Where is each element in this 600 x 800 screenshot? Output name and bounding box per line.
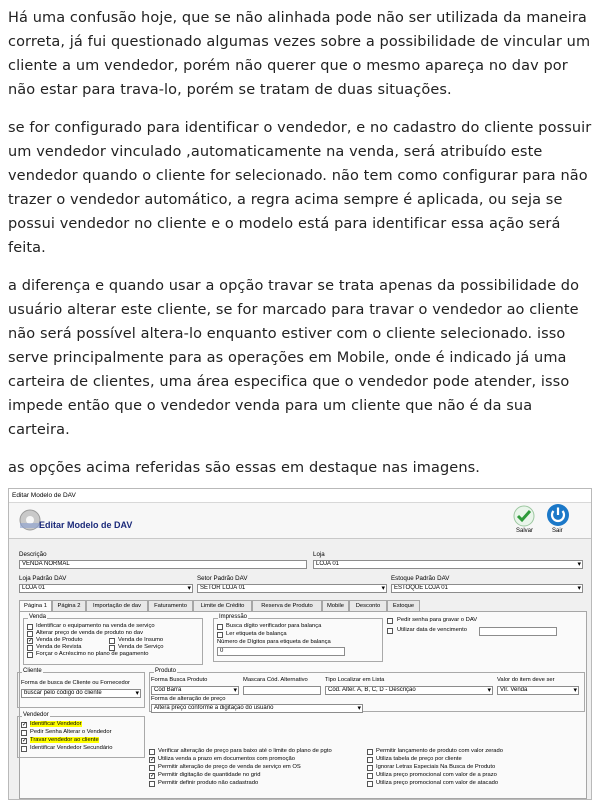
forma-busca-produto-label: Forma Busca Produto bbox=[151, 677, 208, 683]
setor-label: Setor Padrão DAV bbox=[197, 575, 248, 582]
checkbox-bottom-right[interactable] bbox=[367, 773, 373, 779]
checkbox-label: Pedir senha para gravar o DAV bbox=[397, 617, 478, 623]
checkbox-label-highlighted: Travar vendedor ao cliente bbox=[30, 737, 99, 743]
loja-padrao-label: Loja Padrão DAV bbox=[19, 575, 67, 582]
vencimento-field[interactable] bbox=[479, 627, 557, 636]
checkbox-label: Venda de Insumo bbox=[118, 637, 164, 643]
checkbox-label: Permitir alteração de preço de venda de serviço em OS bbox=[158, 764, 301, 770]
checkbox-bottom-left[interactable] bbox=[149, 765, 155, 771]
tab-reserva-produto[interactable]: Reserva de Produto bbox=[252, 600, 322, 611]
checkbox-identificar-equipamento[interactable] bbox=[27, 624, 33, 630]
checkbox-label: Busca dígito verificador para balança bbox=[226, 623, 322, 629]
checkbox-label: Ler etiqueta de balança bbox=[226, 631, 287, 637]
cliente-group-title: Cliente bbox=[23, 668, 42, 674]
venda-group-title: Venda bbox=[29, 614, 47, 620]
forma-busca-cliente-label: Forma de busca de Cliente ou Fornecedor bbox=[21, 680, 130, 686]
estoque-select[interactable]: ESTOQUE LOJA 01 ▾ bbox=[391, 584, 583, 593]
checkbox-bottom-left[interactable] bbox=[149, 773, 155, 779]
tab-importacao[interactable]: Importação de dav bbox=[86, 600, 148, 611]
valor-item-label: Valor do item deve ser bbox=[497, 677, 555, 683]
checkbox-alterar-preco[interactable] bbox=[27, 631, 33, 637]
dav-model-screenshot bbox=[8, 488, 592, 800]
forma-busca-cliente-select[interactable]: buscar pelo código do cliente ▾ bbox=[21, 689, 141, 698]
tipo-localizar-label: Tipo Localizar em Lista bbox=[325, 677, 385, 683]
checkbox-label: Utiliza preço promocional com valor de atacado bbox=[376, 780, 499, 786]
article-paragraph: Há uma confusão hoje, que se não alinhada pode não ser utilizada da maneira correta, já fui questionado algumas vezes sobre a possibilidade de vincular um cliente a um vendedor, porém não querer que o mesmo apareça no dav por não estar para trava-lo, porém se tratam de duas situações. bbox=[8, 10, 591, 98]
checkbox-identificar-vendedor[interactable] bbox=[21, 722, 27, 728]
tab-estoque[interactable]: Estoque bbox=[387, 600, 420, 611]
forma-busca-produto-select[interactable]: Cod Barra ▾ bbox=[151, 686, 239, 695]
checkbox-bottom-left[interactable] bbox=[149, 757, 155, 763]
checkbox-bottom-left[interactable] bbox=[149, 749, 155, 755]
checkbox-label: Venda de Produto bbox=[36, 637, 83, 643]
checkbox-travar-vendedor[interactable] bbox=[21, 738, 27, 744]
checkbox-bottom-left[interactable] bbox=[149, 781, 155, 787]
descricao-field[interactable]: VENDA NORMAL bbox=[19, 560, 307, 569]
tab-pagina-1[interactable]: Página 1 bbox=[19, 600, 52, 612]
checkbox-label: Permitir definir produto não cadastrado bbox=[158, 780, 259, 786]
checkbox-label: Utilizar data de vencimento bbox=[397, 627, 467, 633]
checkbox-label: Venda de Serviço bbox=[118, 644, 164, 650]
checkbox-label: Utiliza tabela de preço por cliente bbox=[376, 756, 462, 762]
exit-button[interactable]: Sair bbox=[552, 528, 563, 534]
tab-pagina-2[interactable]: Página 2 bbox=[52, 600, 86, 611]
produto-group-title: Produto bbox=[155, 668, 177, 674]
power-icon[interactable] bbox=[546, 503, 570, 527]
loja-select[interactable]: LOJA 01 ▾ bbox=[313, 560, 583, 569]
loja-label: Loja bbox=[313, 551, 325, 558]
checkbox-venda-revista[interactable] bbox=[27, 645, 33, 651]
checkbox-label: Ignorar Letras Especiais Na Busca de Produto bbox=[376, 764, 496, 770]
checkbox-label: Pedir Senha Alterar o Vendedor bbox=[30, 729, 112, 735]
window-titlebar bbox=[9, 489, 591, 503]
checkbox-busca-digito[interactable] bbox=[217, 624, 223, 630]
estoque-label: Estoque Padrão DAV bbox=[391, 575, 450, 582]
checkbox-label: Venda de Revista bbox=[36, 644, 82, 650]
tab-mobile[interactable]: Mobile bbox=[322, 600, 349, 611]
checkbox-forcar-acrescimo[interactable] bbox=[27, 652, 33, 658]
vendedor-group-title: Vendedor bbox=[23, 712, 49, 718]
checkbox-data-vencimento[interactable] bbox=[387, 628, 393, 634]
digitos-field[interactable]: 0 bbox=[217, 647, 345, 656]
header-title: Editar Modelo de DAV bbox=[39, 520, 133, 530]
valor-item-select[interactable]: Vlr. Venda ▾ bbox=[497, 686, 579, 695]
checkbox-label: Identificar Vendedor Secundário bbox=[30, 745, 113, 751]
tab-limite-credito[interactable]: Limite de Crédito bbox=[193, 600, 252, 611]
checkbox-label: Verificar alteração de preço para baixo até o limite do plano de pgto bbox=[158, 748, 332, 754]
checkbox-label: Permitir lançamento de produto com valor zerado bbox=[376, 748, 503, 754]
article-paragraph: as opções acima referidas são essas em destaque nas imagens. bbox=[8, 460, 480, 476]
header-band bbox=[9, 503, 591, 539]
save-button[interactable]: Salvar bbox=[516, 528, 534, 534]
checkbox-bottom-right[interactable] bbox=[367, 749, 373, 755]
setor-select[interactable]: SETOR LOJA 01 ▾ bbox=[197, 584, 387, 593]
checkbox-venda-produto[interactable] bbox=[27, 638, 33, 644]
checkbox-vendedor-secundario[interactable] bbox=[21, 746, 27, 752]
checkbox-pedir-senha-dav[interactable] bbox=[387, 618, 393, 624]
tab-desconto[interactable]: Desconto bbox=[349, 600, 387, 611]
checkbox-venda-insumo[interactable] bbox=[109, 638, 115, 644]
checkbox-bottom-right[interactable] bbox=[367, 765, 373, 771]
tipo-localizar-select[interactable]: Cód. Alter. A, B, C, D - Descrição ▾ bbox=[325, 686, 493, 695]
mascara-field[interactable] bbox=[243, 686, 321, 695]
loja-padrao-select[interactable]: LOJA 01 ▾ bbox=[19, 584, 193, 593]
checkbox-pedir-senha-vendedor[interactable] bbox=[21, 730, 27, 736]
checkbox-label: Forçar o Acréscimo no plano de pagamento bbox=[36, 651, 149, 657]
checkbox-bottom-right[interactable] bbox=[367, 781, 373, 787]
mascara-label: Mascara Cód. Alternativo bbox=[243, 677, 308, 683]
tab-faturamento[interactable]: Faturamento bbox=[148, 600, 193, 611]
forma-alteracao-label: Forma de alteração de preço bbox=[151, 696, 226, 702]
checkbox-label: Identificar o equipamento na venda de serviço bbox=[36, 623, 155, 629]
article-paragraph: a diferença e quando usar a opção travar se trata apenas da possibilidade do usuário alterar este cliente, se for marcado para travar o vendedor ao cliente não será possível altera-lo enquanto estiver com o cliente selecionado. isso serve principalmente para as operações em Mobile, onde é indicado já uma carteira de clientes, uma área especifica que o vendedor pode atender, isso impede então que o vendedor venda para um cliente que não é da sua carteira. bbox=[8, 278, 580, 438]
window-title: Editar Modelo de DAV bbox=[12, 492, 76, 499]
checkbox-label: Permitir digitação de quantidade no grid bbox=[158, 772, 261, 778]
checkbox-label: Utiliza preço promocional com valor de a prazo bbox=[376, 772, 497, 778]
checkbox-label-highlighted: Identificar Vendedor bbox=[30, 721, 82, 727]
impressao-group-title: Impressão bbox=[219, 614, 248, 620]
checkbox-label: Utiliza venda a prazo em documentos com promoção bbox=[158, 756, 295, 762]
save-icon[interactable] bbox=[512, 504, 536, 528]
article-paragraph: se for configurado para identificar o vendedor, e no cadastro do cliente possuir um vendedor vinculado ,automaticamente na venda, será atribuído este vendedor quando o cliente for selecionado. não tem como configurar para não trazer o vendedor automático, a regra acima sempre é aplicada, ou seja se possui vendedor no cliente e o modelo está para identificar essa ação será feita. bbox=[8, 120, 592, 256]
checkbox-ler-etiqueta[interactable] bbox=[217, 632, 223, 638]
descricao-label: Descrição bbox=[19, 551, 47, 558]
digitos-label: Número de Dígitos para etiqueta de balança bbox=[217, 639, 331, 645]
forma-alteracao-select[interactable]: Altera preço conforme a digitação do usuário ▾ bbox=[151, 704, 363, 713]
checkbox-bottom-right[interactable] bbox=[367, 757, 373, 763]
checkbox-label: Alterar preço de venda de produto no dav bbox=[36, 630, 143, 636]
